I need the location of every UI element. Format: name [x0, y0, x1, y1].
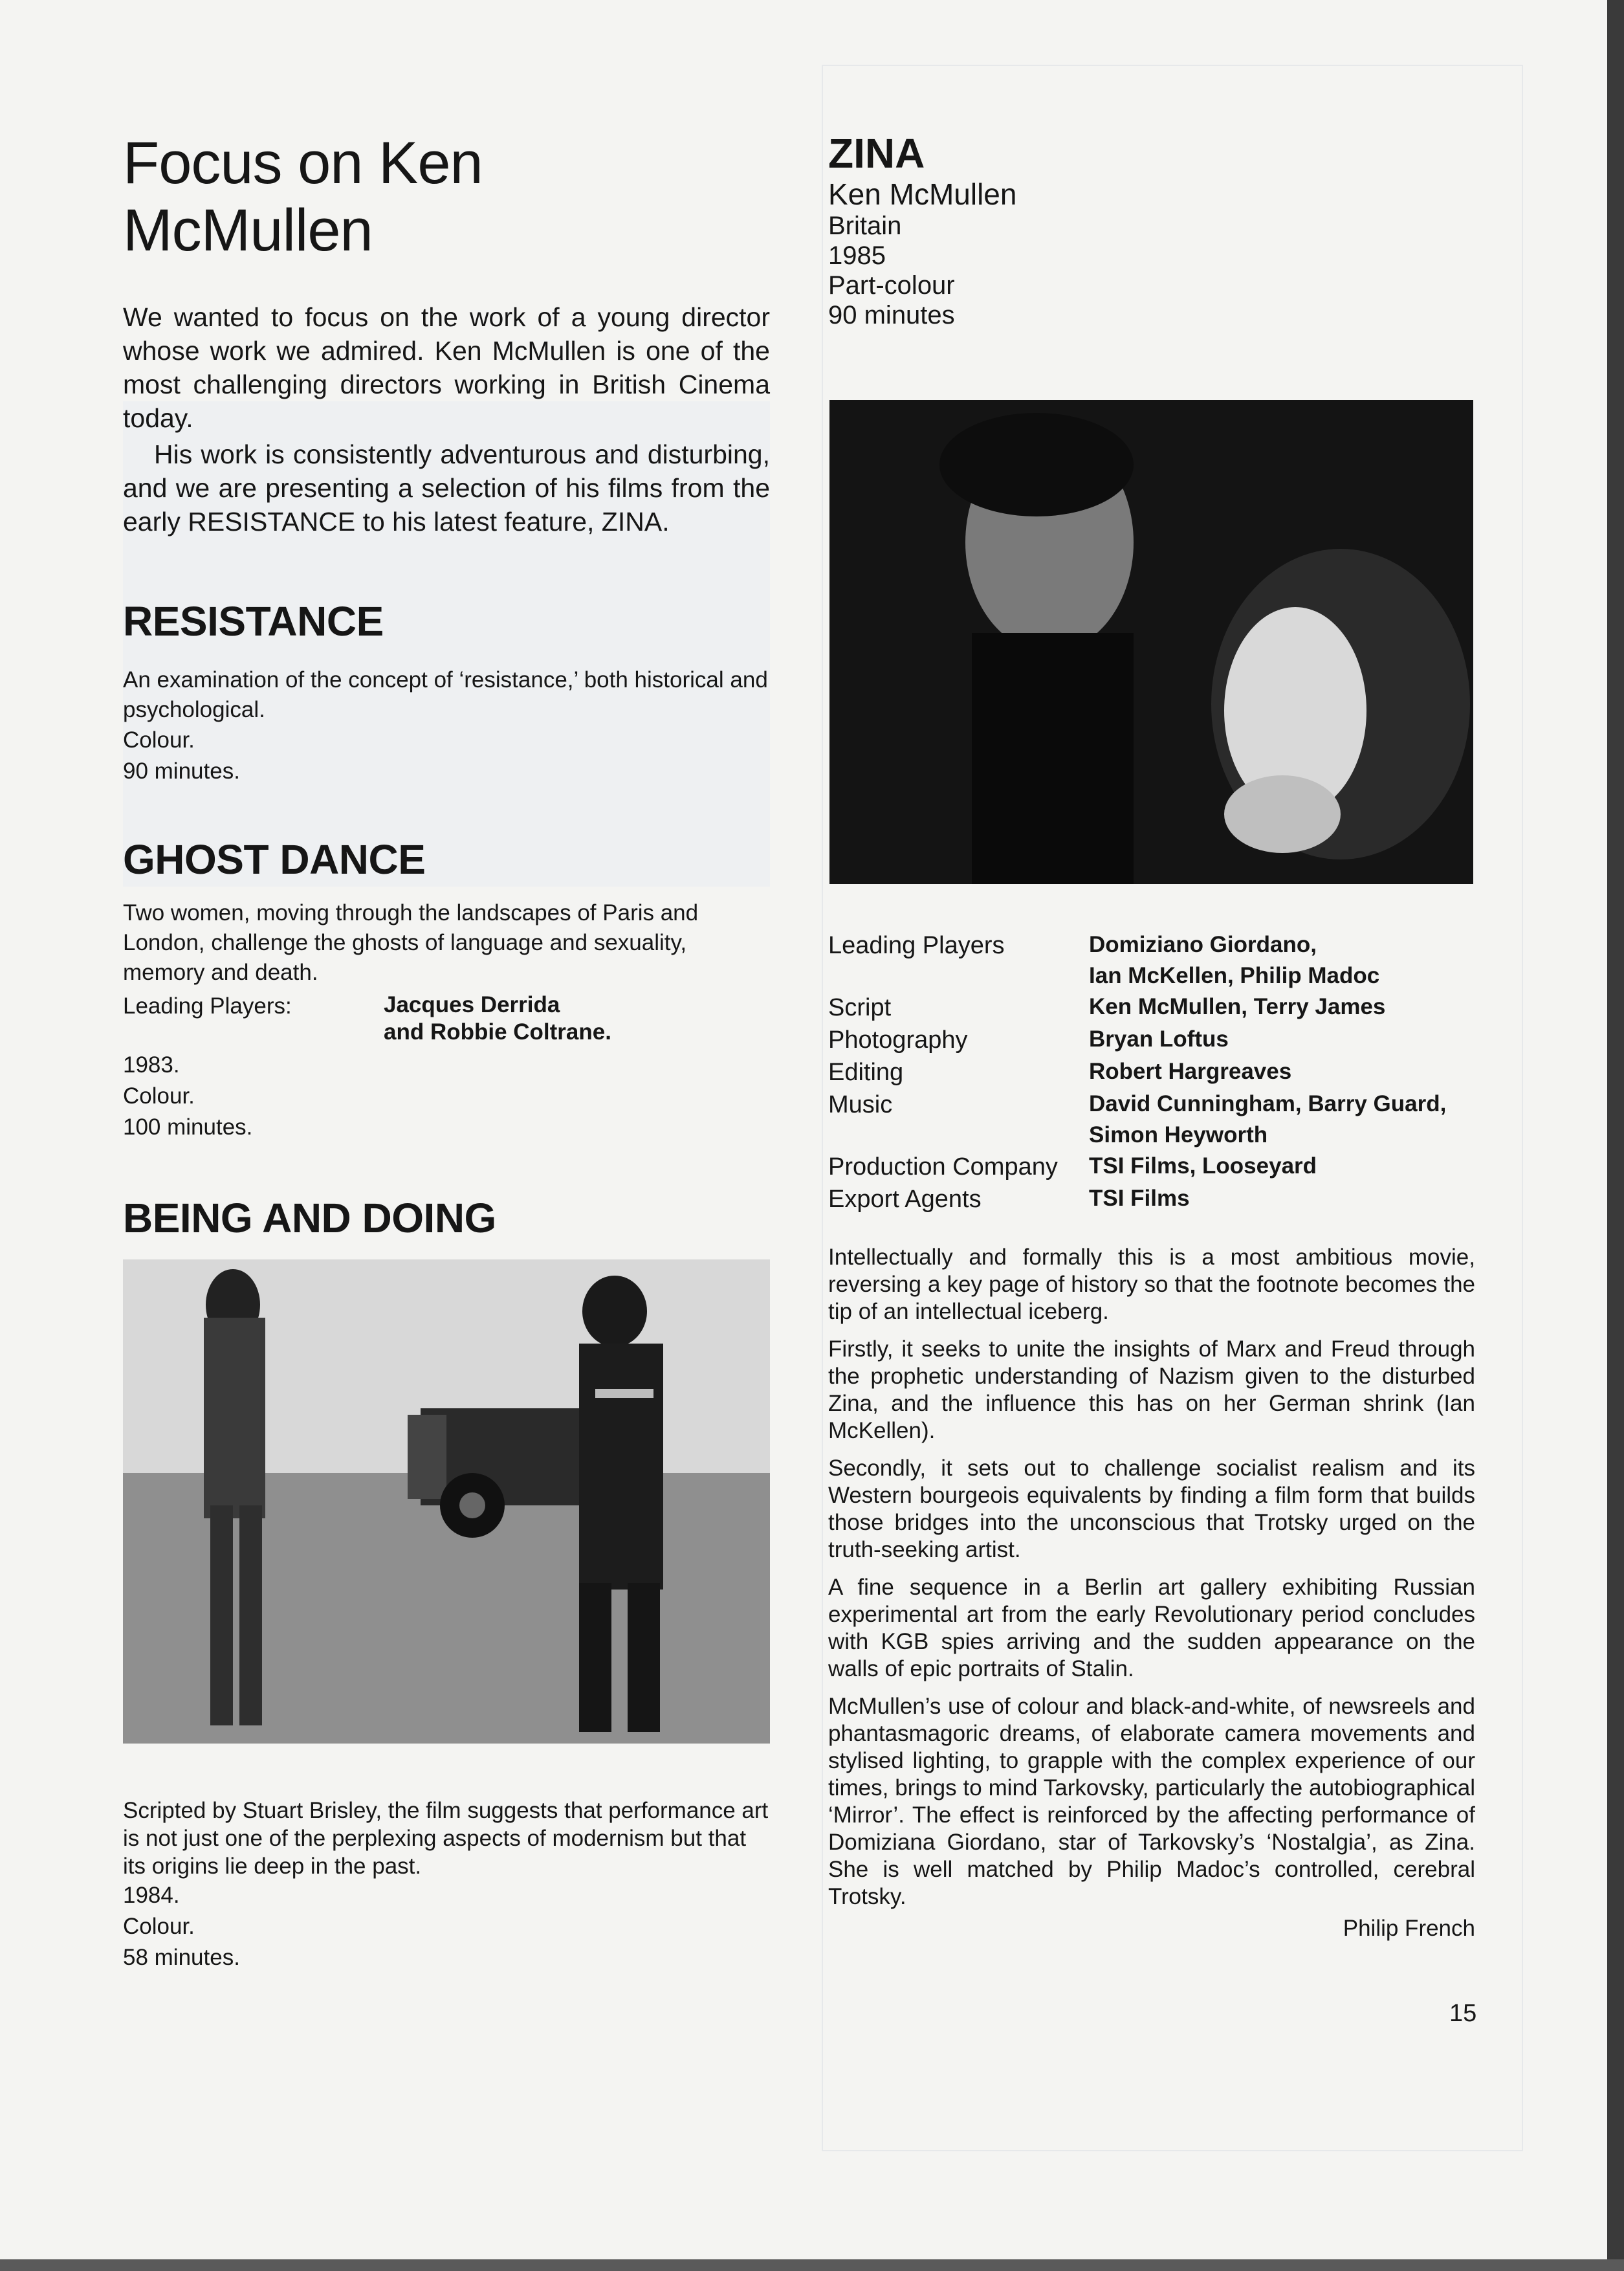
credit-value-line: Simon Heyworth	[1089, 1122, 1268, 1147]
resistance-title: RESISTANCE	[123, 598, 384, 645]
credit-row	[828, 1024, 1475, 1056]
zina-duration: 90 minutes	[828, 301, 955, 329]
credit-value	[1089, 929, 1379, 991]
credit-label: Script	[828, 994, 892, 1021]
zina-title: ZINA	[828, 130, 925, 177]
page-edge-bottom	[0, 2259, 1624, 2271]
zina-credits	[828, 929, 1475, 1215]
page-title: Focus on Ken McMullen	[123, 130, 483, 263]
credit-value-line: Ian McKellen, Philip Madoc	[1089, 963, 1380, 988]
zina-colour: Part-colour	[828, 271, 955, 300]
credit-label: Music	[828, 1091, 893, 1118]
credit-label: Editing	[828, 1059, 904, 1086]
review-paragraph: A fine sequence in a Berlin art gallery exhibiting Russian experimental art from the early Revolutionary period concludes with KGB spies arriving and the sudden appearance on the walls of epic portraits of Stalin.	[828, 1575, 1475, 1681]
right-column	[828, 129, 1475, 1942]
resistance-section	[123, 595, 770, 787]
ghost-dance-duration: 100 minutes.	[123, 1114, 253, 1140]
page-number: 15	[1449, 2000, 1477, 2027]
being-and-doing-still	[123, 1259, 770, 1744]
credit-label: Photography	[828, 1026, 968, 1054]
zina-review	[828, 1244, 1475, 1942]
credit-value: Ken McMullen, Terry James	[1089, 994, 1386, 1019]
review-byline: Philip French	[1343, 1916, 1475, 1941]
players-line-1: Jacques Derrida	[384, 992, 560, 1017]
street-scene-illustration	[123, 1259, 770, 1744]
zina-country: Britain	[828, 212, 902, 240]
players-names	[384, 991, 611, 1046]
resistance-duration: 90 minutes.	[123, 759, 240, 784]
ghost-dance-title: GHOST DANCE	[123, 836, 426, 883]
credit-value	[1089, 1089, 1446, 1151]
intro-paragraph-2: His work is consistently adventurous and disturbing, and we are presenting a selection of his films from the early RESISTANCE to his latest feature, ZINA.	[123, 439, 770, 537]
being-and-doing-section	[123, 1192, 770, 1973]
ghost-dance-players	[123, 991, 770, 1046]
review-paragraph: Firstly, it seeks to unite the insights of Marx and Freud through the prophetic understanding of Nazism given to the disturbed Zina, and the influence this has on her German shrink (Ian McKellen).	[828, 1336, 1475, 1443]
being-and-doing-description: Scripted by Stuart Brisley, the film suggests that performance art is not just one of the perplexing aspects of modernism but that its origins lie deep in the past.	[123, 1798, 769, 1879]
review-paragraph: McMullen’s use of colour and black-and-white, of newsreels and phantasmagoric dreams, of elaborate camera movements and stylised lighting, to grapple with the complex experience of our times, brings to mind Tarkovsky, particularly the autobiographical ‘Mirror’. The effect is reinforced by the affecting performance of Domiziana Giordano, star of Tarkovsky’s ‘Nostalgia’, as Zina. She is well matched by Philip Madoc’s controlled, cerebral Trotsky.	[828, 1694, 1475, 1909]
credit-value-line: David Cunningham, Barry Guard,	[1089, 1091, 1447, 1116]
intro-section	[123, 300, 770, 538]
page-edge	[1607, 0, 1624, 2271]
credit-value-line: Domiziano Giordano,	[1089, 932, 1317, 957]
ghost-dance-description: Two women, moving through the landscapes of Paris and London, challenge the ghosts of language and sexuality, memory and death.	[123, 900, 699, 985]
credit-label: Leading Players	[828, 932, 1005, 959]
ghost-dance-colour: Colour.	[123, 1083, 195, 1109]
credit-value: Robert Hargreaves	[1089, 1059, 1292, 1084]
credit-row	[828, 1089, 1475, 1151]
credit-row	[828, 1151, 1475, 1183]
credit-value: Bryan Loftus	[1089, 1026, 1229, 1052]
portrait-illustration	[829, 400, 1473, 884]
resistance-colour: Colour.	[123, 727, 195, 753]
zina-year: 1985	[828, 241, 886, 270]
credit-row	[828, 991, 1475, 1024]
players-label: Leading Players:	[123, 993, 292, 1019]
credit-value: TSI Films, Looseyard	[1089, 1153, 1317, 1179]
credit-row	[828, 1056, 1475, 1089]
left-column	[123, 129, 770, 1973]
credit-label: Export Agents	[828, 1186, 982, 1213]
zina-director: Ken McMullen	[828, 177, 1017, 211]
being-and-doing-title: BEING AND DOING	[123, 1195, 496, 1241]
being-and-doing-duration: 58 minutes.	[123, 1945, 240, 1970]
review-paragraph: Secondly, it sets out to challenge socialist realism and its Western bourgeois equivalents by finding a film form that builds those bridges into the unconscious that Trotsky urged on the truth-seeking artist.	[828, 1456, 1475, 1562]
resistance-description: An examination of the concept of ‘resistance,’ both historical and psychological.	[123, 667, 768, 722]
credit-label: Production Company	[828, 1153, 1058, 1180]
ghost-dance-section	[123, 834, 770, 1143]
review-paragraph: Intellectually and formally this is a most ambitious movie, reversing a key page of history so that the footnote becomes the tip of an intellectual iceberg.	[828, 1245, 1475, 1324]
being-and-doing-colour: Colour.	[123, 1914, 195, 1939]
intro-paragraph-1: We wanted to focus on the work of a young director whose work we admired. Ken McMullen is one of the most challenging directors working in British Cinema today.	[123, 302, 770, 433]
zina-still	[829, 400, 1473, 884]
credit-row	[828, 1183, 1475, 1215]
credit-value: TSI Films	[1089, 1186, 1190, 1211]
ghost-dance-year: 1983.	[123, 1052, 180, 1078]
players-line-2: and Robbie Coltrane.	[384, 1019, 611, 1045]
credit-row	[828, 929, 1475, 991]
being-and-doing-year: 1984.	[123, 1883, 180, 1908]
